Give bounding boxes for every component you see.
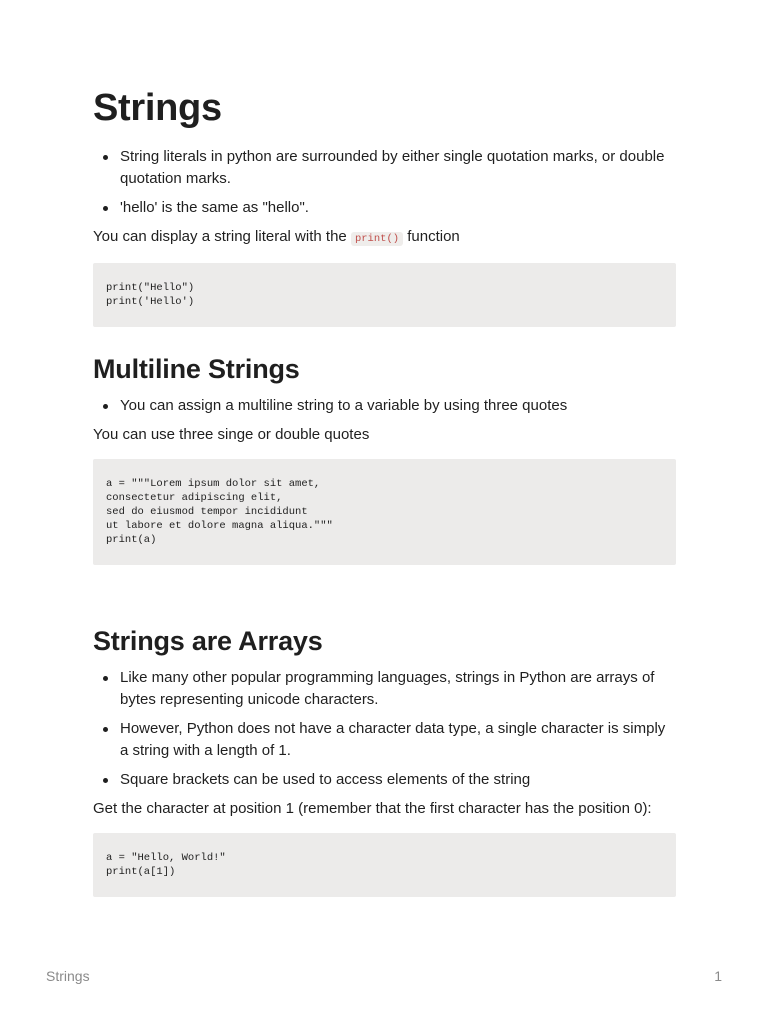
footer-title: Strings [46,968,90,984]
list-item: You can assign a multiline string to a variable by using three quotes [120,395,676,417]
multiline-paragraph: You can use three singe or double quotes [93,426,370,443]
page-title: Strings [93,87,222,129]
multiline-bullet-list [93,395,676,417]
list-item: String literals in python are surrounded by either single quotation marks, or double quotation marks. [120,146,676,190]
code-block [93,263,676,327]
page-number: 1 [714,968,722,984]
list-item: Square brackets can be used to access elements of the string [120,769,676,791]
code-line: a = """Lorem ipsum dolor sit amet, [106,478,321,490]
code-line: print('Hello') [106,296,195,308]
code-block [93,833,676,897]
code-line: print("Hello") [106,282,195,294]
document-page [93,84,676,897]
arrays-bullet-list [93,667,676,791]
list-item: 'hello' is the same as "hello". [120,197,676,219]
display-paragraph [93,226,676,250]
code-line: consectetur adipiscing elit, [106,492,283,504]
intro-bullet-list [93,146,676,219]
list-item: Like many other popular programming languages, strings in Python are arrays of bytes representing unicode characters. [120,667,676,711]
code-line: a = "Hello, World!" [106,852,226,864]
paragraph-text: You can display a string literal with the [93,228,351,245]
code-line: print(a[1]) [106,866,176,878]
section-heading: Strings are Arrays [93,626,323,656]
code-line: ut labore et dolore magna aliqua.""" [106,520,333,532]
code-line: sed do eiusmod tempor incididunt [106,506,308,518]
inline-code: print() [351,232,403,246]
arrays-paragraph: Get the character at position 1 (remember that the first character has the position 0): [93,800,652,817]
section-heading: Multiline Strings [93,354,300,384]
paragraph-text: function [403,228,460,245]
list-item: However, Python does not have a character data type, a single character is simply a string with a length of 1. [120,718,676,762]
code-block [93,459,676,565]
code-line: print(a) [106,534,157,546]
